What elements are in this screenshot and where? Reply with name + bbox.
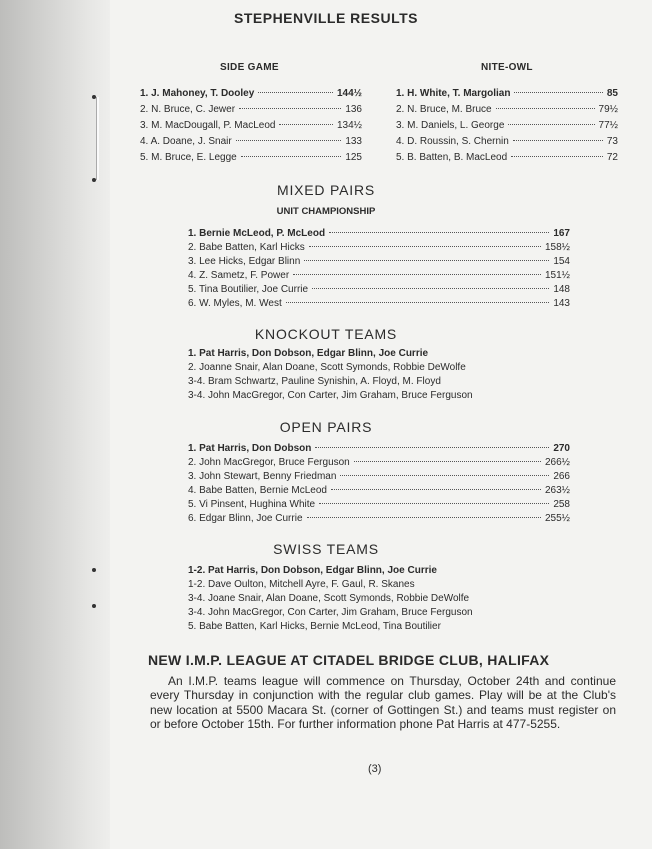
list-item: 6. W. Myles, M. West 143 <box>188 298 570 309</box>
list-item: 1-2. Pat Harris, Don Dobson, Edgar Blinn, Joe Currie <box>188 565 437 576</box>
knockout-teams-title: KNOCKOUT TEAMS <box>254 326 398 342</box>
mixed-pairs-title: MIXED PAIRS <box>276 182 375 198</box>
list-item: 1. J. Mahoney, T. Dooley 144½ <box>140 88 362 99</box>
league-paragraph: An I.M.P. teams league will commence on Thursday, October 24th and continue every Thursday in conjunction with the regular club games. Play will be at the Club's new location at 5500 Macara St. (corner of Gottingen St.) and teams must register on or before October 15th. For further information phone Pat Harris at 477-5255. <box>150 674 616 732</box>
binding-thread <box>96 97 99 180</box>
list-item: 2. Joanne Snair, Alan Doane, Scott Symonds, Robbie DeWolfe <box>188 362 466 373</box>
list-item: 4. A. Doane, J. Snair 133 <box>140 136 362 147</box>
list-item: 4. Babe Batten, Bernie McLeod 263½ <box>188 485 570 496</box>
list-item: 1. H. White, T. Margolian 85 <box>396 88 618 99</box>
list-item: 5. Tina Boutilier, Joe Currie 148 <box>188 284 570 295</box>
list-item: 3-4. Bram Schwartz, Pauline Synishin, A. Floyd, M. Floyd <box>188 376 441 387</box>
list-item: 3-4. John MacGregor, Con Carter, Jim Graham, Bruce Ferguson <box>188 607 473 618</box>
list-item: 2. Babe Batten, Karl Hicks 158½ <box>188 242 570 253</box>
binding-hole-icon <box>92 604 96 608</box>
list-item: 3. M. Daniels, L. George 77½ <box>396 120 618 131</box>
list-item: 1. Pat Harris, Don Dobson 270 <box>188 443 570 454</box>
swiss-teams-title: SWISS TEAMS <box>273 541 379 557</box>
list-item: 3. John Stewart, Benny Friedman 266 <box>188 471 570 482</box>
list-item: 2. N. Bruce, M. Bruce 79½ <box>396 104 618 115</box>
list-item: 4. Z. Sametz, F. Power 151½ <box>188 270 570 281</box>
list-item: 5. Vi Pinsent, Hughina White 258 <box>188 499 570 510</box>
nite-owl-heading: NITE-OWL <box>481 62 533 73</box>
list-item: 1. Pat Harris, Don Dobson, Edgar Blinn, Joe Currie <box>188 348 429 359</box>
list-item: 1. Bernie McLeod, P. McLeod 167 <box>188 228 570 239</box>
open-pairs-title: OPEN PAIRS <box>279 419 373 435</box>
list-item: 3-4. John MacGregor, Con Carter, Jim Graham, Bruce Ferguson <box>188 390 473 401</box>
list-item: 2. John MacGregor, Bruce Ferguson 266½ <box>188 457 570 468</box>
list-item: 5. B. Batten, B. MacLeod 72 <box>396 152 618 163</box>
list-item: 5. M. Bruce, E. Legge 125 <box>140 152 362 163</box>
page-number: (3) <box>368 763 382 775</box>
list-item: 3. M. MacDougall, P. MacLeod 134½ <box>140 120 362 131</box>
list-item: 6. Edgar Blinn, Joe Currie 255½ <box>188 513 570 524</box>
list-item: 4. D. Roussin, S. Chernin 73 <box>396 136 618 147</box>
list-item: 3-4. Joane Snair, Alan Doane, Scott Symonds, Robbie DeWolfe <box>188 593 470 604</box>
list-item: 3. Lee Hicks, Edgar Blinn 154 <box>188 256 570 267</box>
league-title: NEW I.M.P. LEAGUE AT CITADEL BRIDGE CLUB, HALIFAX <box>148 652 550 668</box>
mixed-pairs-subtitle: UNIT CHAMPIONSHIP <box>276 206 376 217</box>
list-item: 1-2. Dave Oulton, Mitchell Ayre, F. Gaul, R. Skanes <box>188 579 415 590</box>
list-item: 2. N. Bruce, C. Jewer 136 <box>140 104 362 115</box>
page-title: STEPHENVILLE RESULTS <box>234 10 418 26</box>
side-game-heading: SIDE GAME <box>220 62 279 73</box>
binding-hole-icon <box>92 568 96 572</box>
list-item: 5. Babe Batten, Karl Hicks, Bernie McLeod, Tina Boutilier <box>188 621 441 632</box>
